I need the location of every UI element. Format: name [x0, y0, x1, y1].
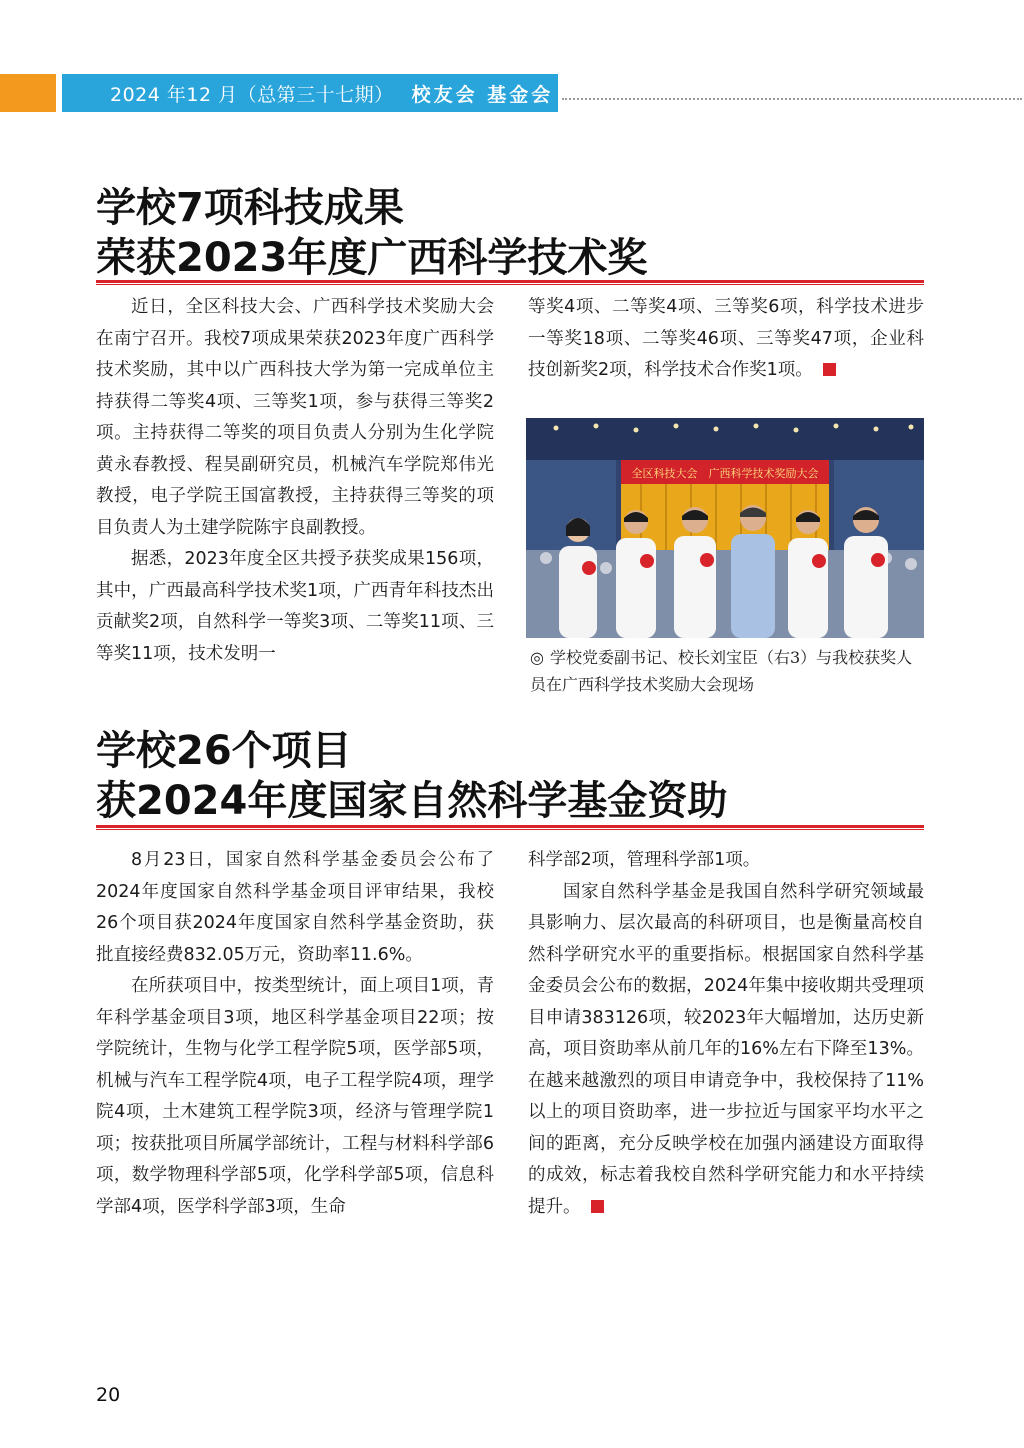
end-mark-icon — [591, 1200, 604, 1213]
article2-para1: 8月23日，国家自然科学基金委员会公布了2024年度国家自然科学基金项目评审结果，我校26个项目获2024年度国家自然科学基金资助，获批直接经费832.05万元，资助率11.6%。 — [96, 850, 494, 965]
caption-bullet-icon: ◎ — [530, 648, 544, 667]
article1-title-line2: 荣获2023年度广西科学技术奖 — [96, 235, 648, 281]
article1-para2b — [528, 292, 924, 387]
header-orange-tab — [0, 74, 56, 112]
article2-para2b: 科学部2项，管理科学部1项。 — [528, 850, 761, 870]
issue-label: 2024 年12 月（总第三十七期） — [110, 84, 394, 106]
photo-banner-text: 全区科技大会 广西科学技术奖励大会 — [631, 467, 819, 480]
article1-right-column — [528, 292, 924, 387]
award-ceremony-photo — [526, 418, 924, 638]
article2-right-column — [528, 845, 924, 1223]
article2-title-rule — [96, 825, 924, 830]
photo-caption-text: 学校党委副书记、校长刘宝臣（右3）与我校获奖人员在广西科学技术奖励大会现场 — [530, 648, 913, 694]
article1-title — [96, 183, 647, 283]
article2-para2a: 在所获项目中，按类型统计，面上项目1项，青年科学基金项目3项，地区科学基金项目22项；按学院统计，生物与化学工程学院5项，医学部5项，机械与汽车工程学院4项，电子工程学院4项，理学院4项，土木建筑工程学院3项，经济与管理学院1项；按获批项目所属学部统计，工程与材料科学部6项，数学物理科学部5项，化学科学部5项，信息科学部4项，医学科学部3项，生命 — [96, 976, 494, 1217]
article2-title-line1: 学校26个项目 — [96, 728, 352, 774]
article1-para1: 近日，全区科技大会、广西科学技术奖励大会在南宁召开。我校7项成果荣获2023年度广西科学技术奖励，其中以广西科技大学为第一完成单位主持获得二等奖4项、三等奖1项，参与获得三等奖2项。主持获得二等奖的项目负责人分别为生化学院黄永春教授、程昊副研究员，机械汽车学院郑伟光教授，电子学院王国富教授，主持获得三等奖的项目负责人为土建学院陈宇良副教授。 — [96, 297, 494, 538]
article1-left-column — [96, 292, 494, 670]
article2-title-line2: 获2024年度国家自然科学基金资助 — [96, 778, 728, 824]
article1-para2b-text: 等奖4项、二等奖4项、三等奖6项，科学技术进步一等奖18项、二等奖46项、三等奖47项，企业科技创新奖2项，科学技术合作奖1项。 — [528, 297, 924, 380]
page-number: 20 — [96, 1384, 121, 1406]
photo-caption — [530, 644, 926, 698]
header-dotted-rule — [562, 98, 1022, 100]
running-header — [110, 80, 553, 107]
end-mark-icon — [823, 363, 836, 376]
article2-para3-text: 国家自然科学基金是我国自然科学研究领域最具影响力、层次最高的科研项目，也是衡量高校自然科学研究水平的重要指标。根据国家自然科学基金委员会公布的数据，2024年集中接收期共受理项目申请383126项，较2023年大幅增加，达历史新高，项目资助率从前几年的16%左右下降至13%。在越来越激烈的项目申请竞争中，我校保持了11%以上的项目资助率，进一步拉近与国家平均水平之间的距离，充分反映学校在加强内涵建设方面取得的成效，标志着我校自然科学研究能力和水平持续提升。 — [528, 881, 924, 1217]
article2-para3 — [528, 877, 924, 1224]
article2-left-column — [96, 845, 494, 1223]
article1-title-rule — [96, 280, 924, 285]
section-label: 校友会 基金会 — [411, 84, 554, 106]
article1-title-line1: 学校7项科技成果 — [96, 185, 404, 231]
article2-title — [96, 726, 727, 826]
article1-para2a: 据悉，2023年度全区共授予获奖成果156项，其中，广西最高科学技术奖1项，广西青年科技杰出贡献奖2项，自然科学一等奖3项、二等奖11项、三等奖11项，技术发明一 — [96, 549, 494, 664]
